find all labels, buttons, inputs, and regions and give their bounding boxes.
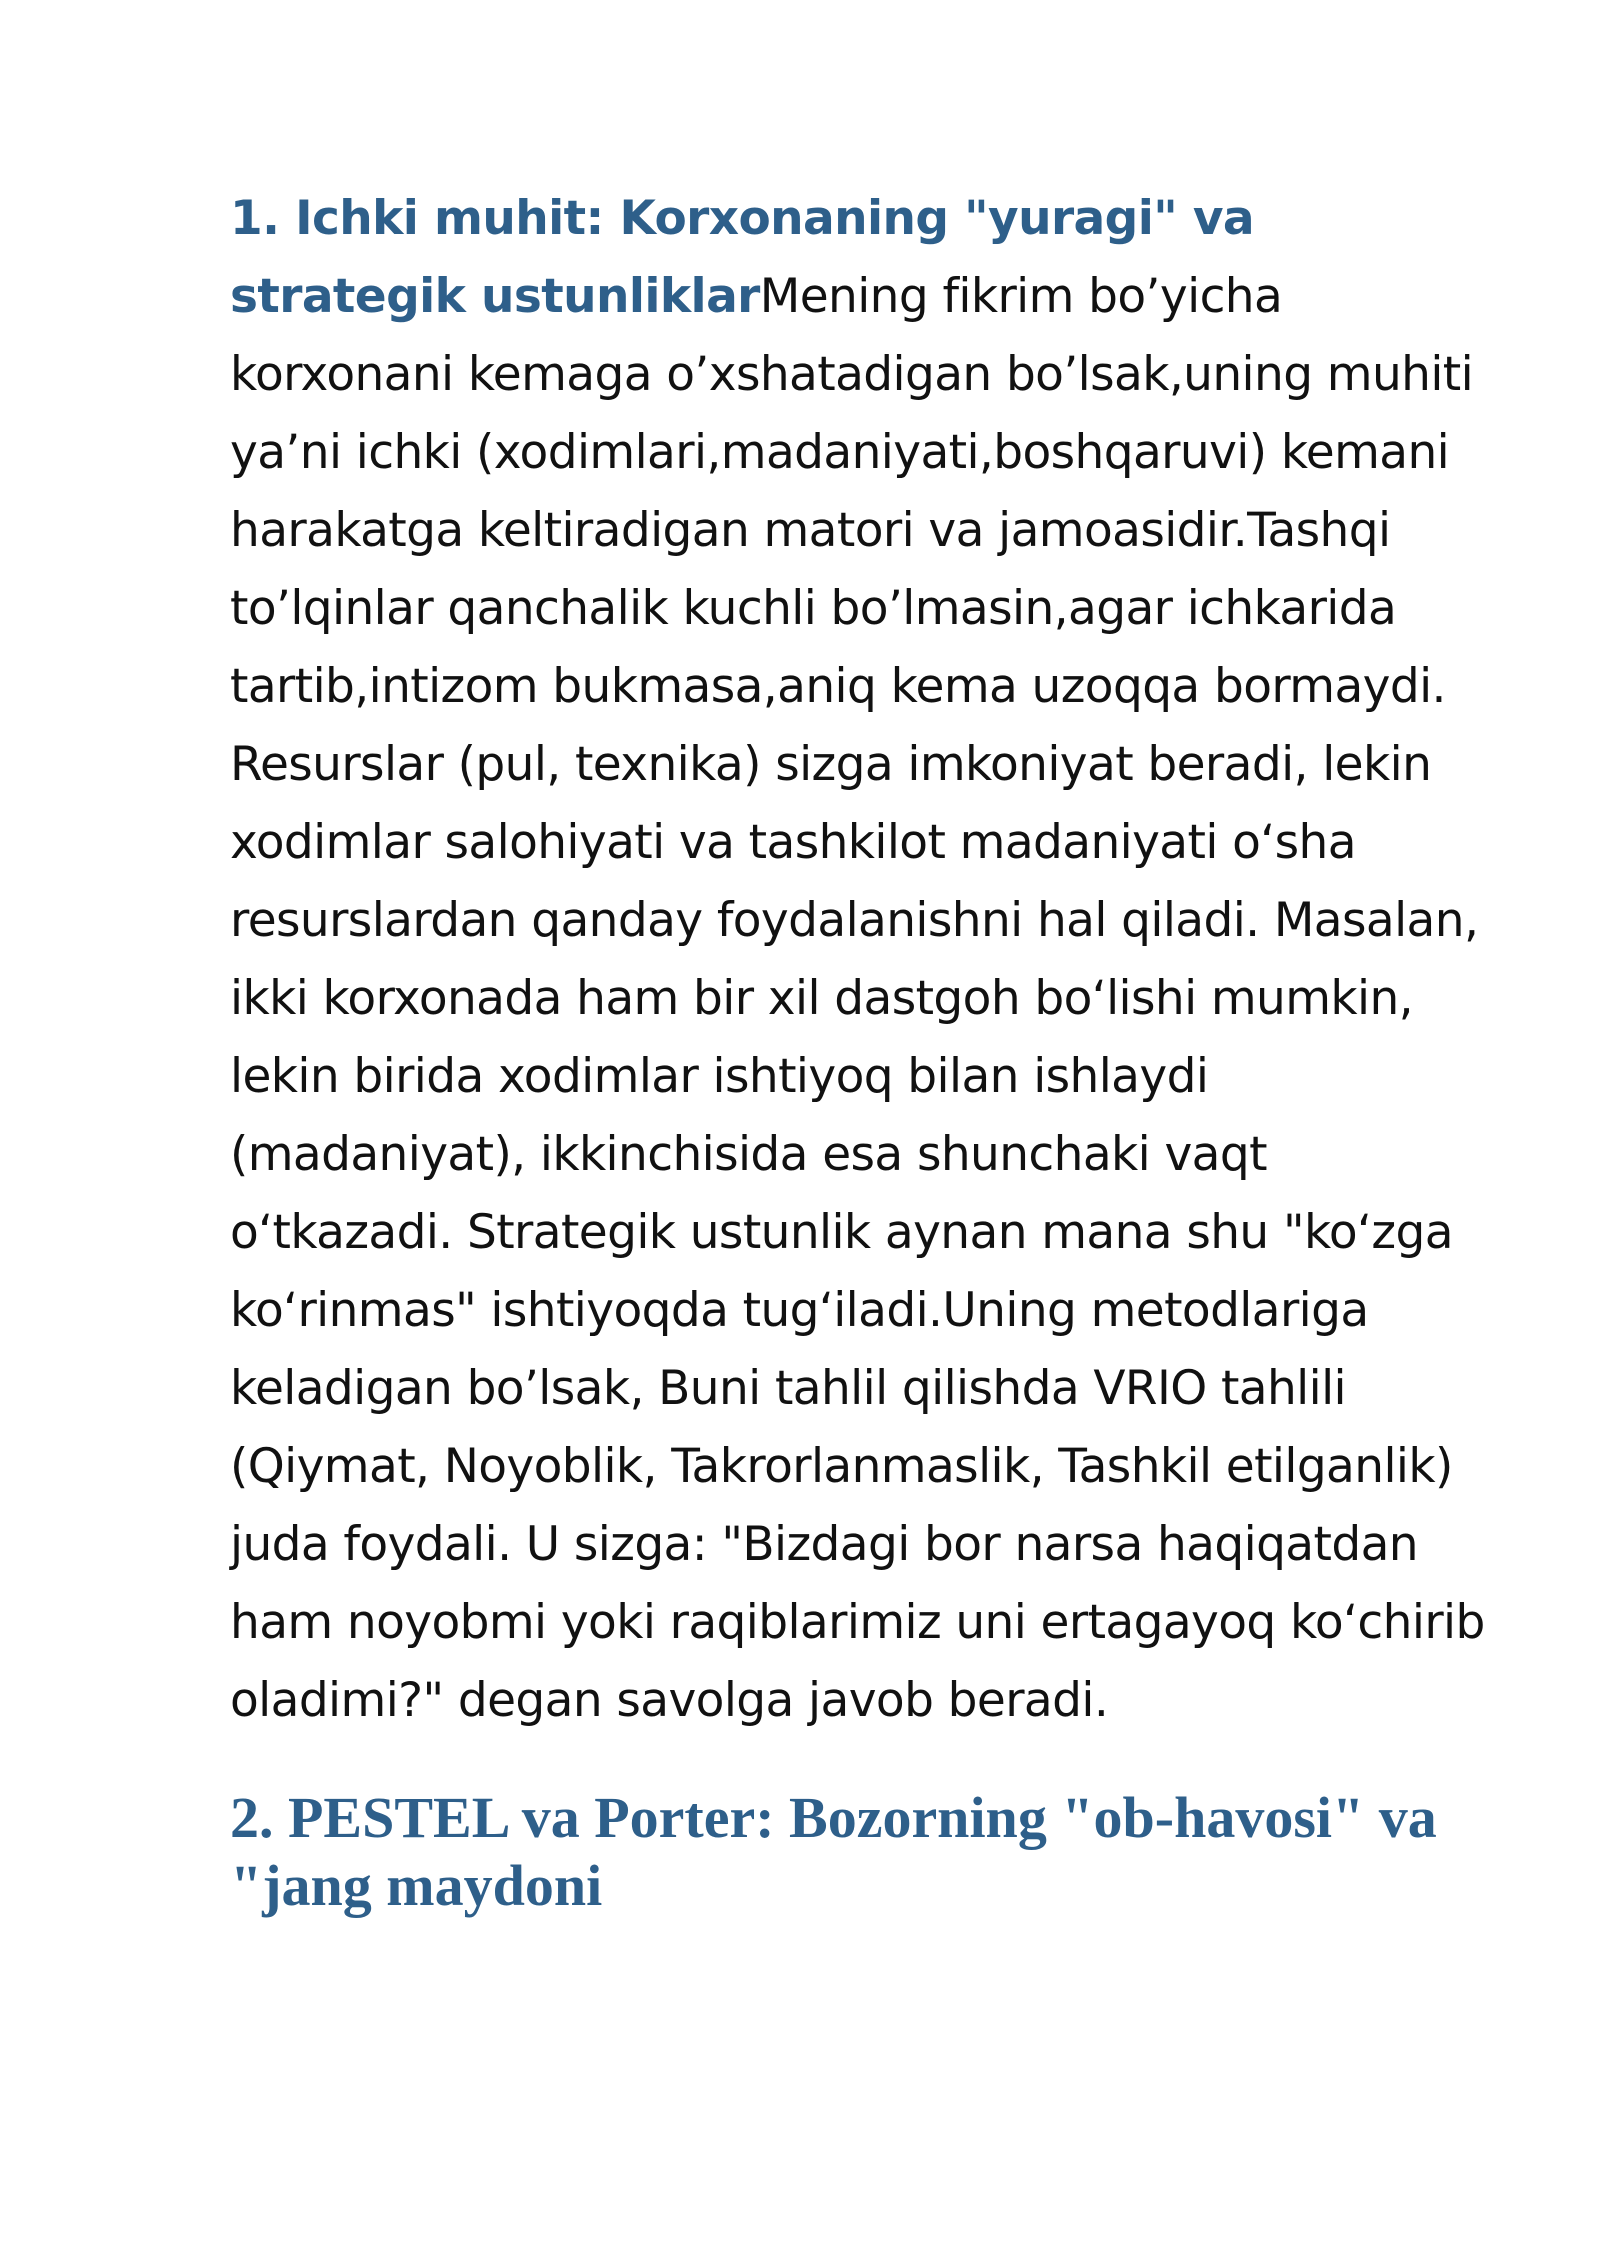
section-1-body: Mening fikrim bo’yicha korxonani kemaga o’xshatadigan bo’lsak,uning muhiti ya’ni ichki (xodimlari,madaniyati,boshqaruvi) kemani harakatga keltiradigan matori va jamoasidir.Tashqi to’lqinlar qanchalik kuchli bo’lmasin,agar ichkarida tartib,intizom bukmasa,aniq kema uzoqqa bormaydi. Resurslar (pul, texnika) sizga imkoniyat beradi, lekin xodimlar salohiyati va tashkilot madaniyati o‘sha resurslardan qanday foydalanishni hal qiladi. Masalan, ikki korxonada ham bir xil dastgoh bo‘lishi mumkin, lekin birida xodimlar ishtiyoq bilan ishlaydi (madaniyat), ikkinchisida esa shunchaki vaqt o‘tkazadi. Strategik ustunlik aynan mana shu "ko‘zga ko‘rinmas" ishtiyoqda tug‘iladi.Uning metodlariga keladigan bo’lsak, Buni tahlil qilishda VRIO tahlili (Qiymat, Noyoblik, Takrorlanmaslik, Tashkil etilganlik) juda foydali. U sizga: "Bizdagi bor narsa haqiqatdan ham noyobmi yoki raqiblarimiz uni ertagayoq ko‘chirib oladimi?" degan savolga javob beradi.	[230, 269, 1485, 1728]
section-1-paragraph	[230, 180, 1490, 1740]
section-2-heading: 2. PESTEL va Porter: Bozorning "ob-havosi" va "jang maydoni	[230, 1785, 1437, 1918]
section-1-heading: 1. Ichki muhit: Korxonaning "yuragi" va strategik ustunliklar	[230, 191, 1255, 324]
document-content	[230, 180, 1490, 1920]
